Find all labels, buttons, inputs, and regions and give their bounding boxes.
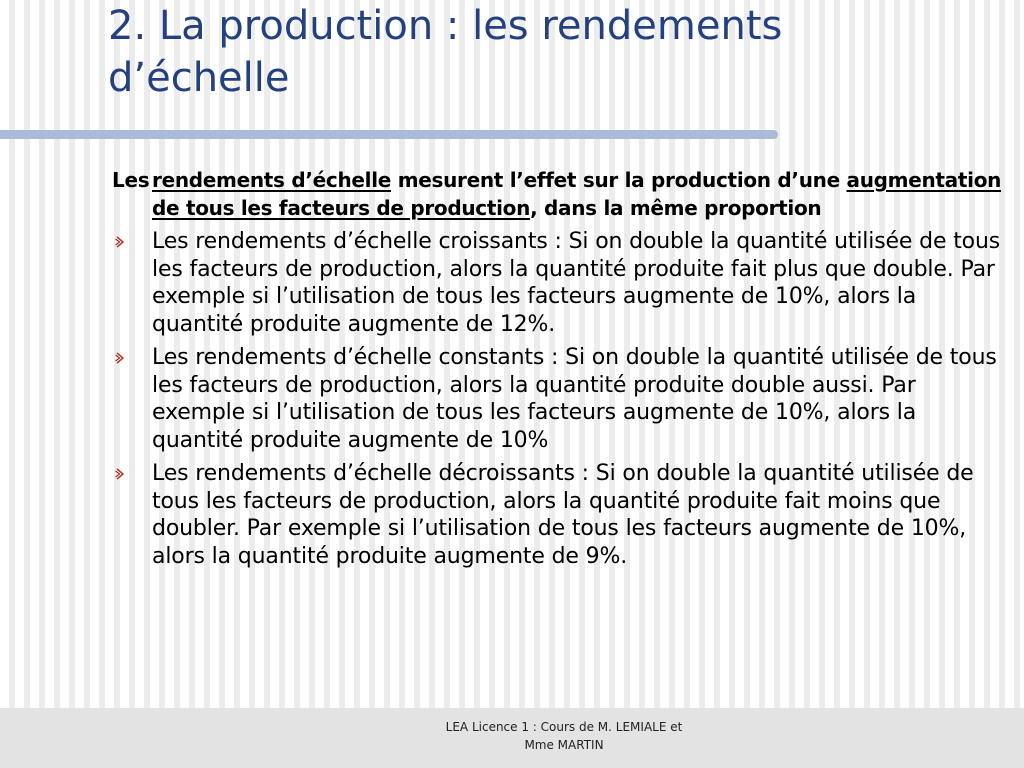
bullet-list <box>112 228 1002 570</box>
bullet-text: Les rendements d’échelle décroissants : Si on double la quantité utilisée de tous les facteurs de production, alors la quantité produite fait moins que doubler. Par exemple si l’utilisation de tous les facteurs augmente de 10%, alors la quantité produite augmente de 9%. <box>152 461 974 569</box>
intro-end: , dans la même proportion <box>530 196 822 220</box>
bullet-text: Les rendements d’échelle croissants : Si on double la quantité utilisée de tous les facteurs de production, alors la quantité produite fait plus que double. Par exemple si l’utilisation de tous les facteurs augmente de 10%, alors la quantité produite augmente de 12%. <box>152 229 1001 337</box>
arrow-bullet-icon <box>112 350 128 366</box>
intro-lead: Les <box>112 168 150 192</box>
intro-middle: mesurent l’effet sur la production d’une <box>391 168 847 192</box>
arrow-bullet-icon <box>112 466 128 482</box>
bullet-constant-returns <box>112 344 1002 454</box>
slide-content <box>112 166 1002 570</box>
intro-emphasis: augmentation de tous les facteurs de production <box>152 168 1002 220</box>
arrow-bullet-icon <box>112 234 128 250</box>
title-divider <box>0 130 778 139</box>
footer-caption <box>404 718 724 754</box>
footer-line-2: Mme MARTIN <box>524 738 604 752</box>
bullet-increasing-returns <box>112 228 1002 338</box>
slide-title-line-1: 2. La production : les rendements <box>108 3 783 49</box>
slide-title <box>108 0 1008 104</box>
bullet-decreasing-returns <box>112 460 1002 570</box>
bullet-text: Les rendements d’échelle constants : Si on double la quantité utilisée de tous les facteurs de production, alors la quantité produite double aussi. Par exemple si l’utilisation de tous les facteurs augmente de 10%, alors la quantité produite augmente de 10% <box>152 345 997 453</box>
intro-paragraph <box>112 166 1002 222</box>
footer-line-1: LEA Licence 1 : Cours de M. LEMIALE et <box>445 720 683 734</box>
slide-title-line-2: d’échelle <box>108 55 290 101</box>
intro-term: rendements d’échelle <box>152 168 392 192</box>
